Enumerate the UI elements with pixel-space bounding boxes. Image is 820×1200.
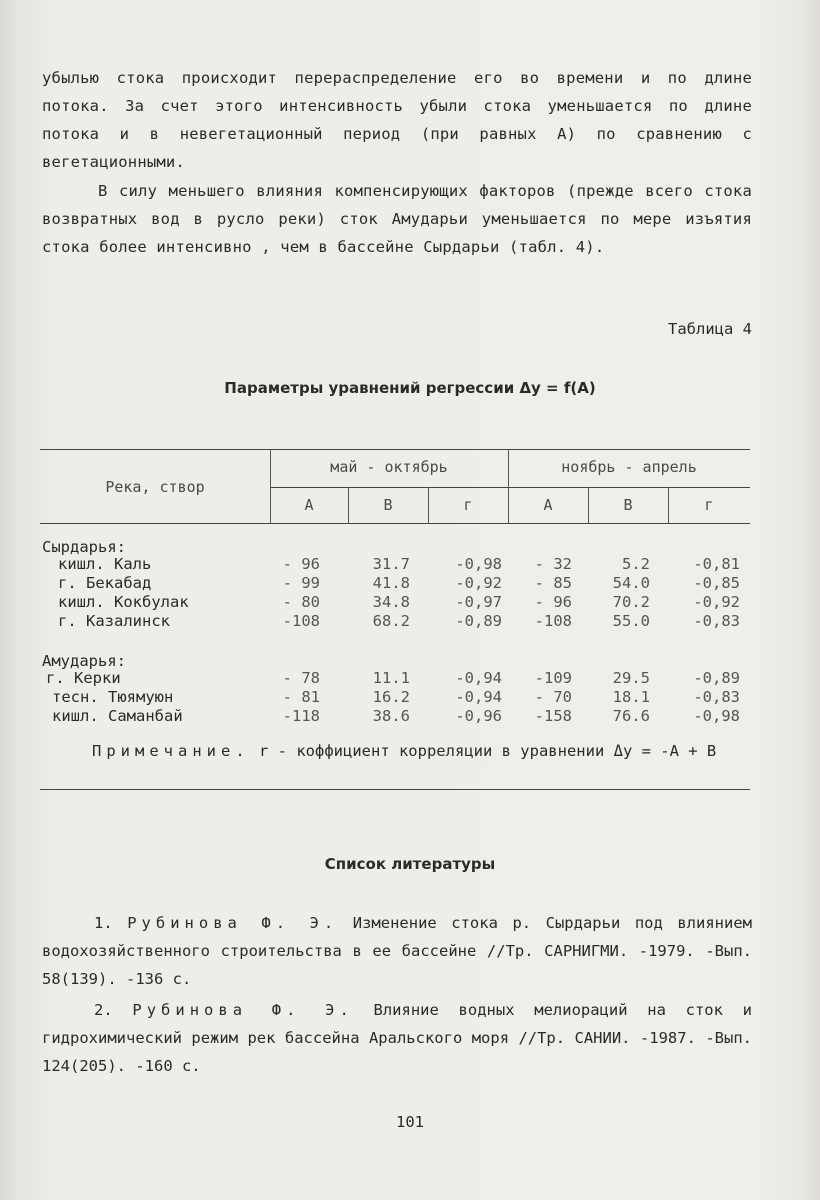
cell-value: - 96 [282,555,320,573]
table-period-rule [270,487,750,488]
station-name: кишл. Кокбулак [58,593,189,611]
cell-value: - 32 [534,555,572,573]
cell-value: 18.1 [612,688,650,706]
cell-value: 5.2 [622,555,650,573]
cell-value: -109 [534,669,572,687]
note-label: Примечание. [92,742,250,760]
cell-value: -0,89 [455,612,502,630]
header-param: г [704,496,714,514]
reference-text: Изменение стока р. Сырдарьи под влиянием водохозяйственного строительства в ее бассейне //Тр. САРНИГМИ. -1979. -Вып. 58(139). -136 с. [42,914,752,988]
cell-value: 16.2 [372,688,410,706]
station-name: г. Керки [46,669,121,687]
header-param: А [543,496,553,514]
header-river: Река, створ [105,478,205,496]
reference-author: Рубинова Ф. Э. [132,1001,354,1019]
station-name: г. Бекабад [58,574,152,592]
cell-value: - 78 [282,669,320,687]
page-number: 101 [396,1113,424,1131]
table-bottom-rule [40,789,750,790]
cell-value: -0,92 [455,574,502,592]
table-header-rule [40,523,750,524]
cell-value: -108 [282,612,320,630]
note-text: r - коффициент корреляции в уравнении Δy = -A + B [259,742,717,760]
reference-text: Влияние водных мелиораций на сток и гидрохимический режим рек бассейна Аральского моря //Тр. САНИИ. -1987. -Вып. 124(205). -160 с. [42,1001,752,1075]
cell-value: 70.2 [612,593,650,611]
cell-value: 11.1 [372,669,410,687]
group-name: Сырдарья: [42,538,126,556]
cell-value: 54.0 [612,574,650,592]
cell-value: - 70 [534,688,572,706]
cell-value: -0,97 [455,593,502,611]
cell-value: - 80 [282,593,320,611]
cell-value: 55.0 [612,612,650,630]
cell-value: -0,98 [455,555,502,573]
cell-value: -0,94 [455,688,502,706]
cell-value: 76.6 [612,707,650,725]
header-param: В [623,496,633,514]
paragraph-1: убылью стока происходит перераспределение его во времени и по длине потока. За счет этого интенсивность убыли стока уменьшается по длине потока и в невегетационный период (при равных А) по сравнению с вегетационными. [42,69,752,171]
cell-value: -108 [534,612,572,630]
station-name: кишл. Каль [58,555,152,573]
cell-value: - 85 [534,574,572,592]
header-param: А [304,496,314,514]
cell-value: -0,83 [693,688,740,706]
table-title: Параметры уравнений регрессии Δy = f(A) [224,379,596,397]
reference-item: 2. Рубинова Ф. Э. Влияние водных мелиораций на сток и гидрохимический режим рек бассейна Аральского моря //Тр. САНИИ. -1987. -Вып. 124(205). -160 с. [42,1001,752,1075]
cell-value: - 81 [282,688,320,706]
reference-author: Рубинова Ф. Э. [127,914,339,932]
cell-value: 38.6 [372,707,410,725]
cell-value: 31.7 [372,555,410,573]
cell-value: -0,81 [693,555,740,573]
station-name: тесн. Тюямуюн [52,688,174,706]
cell-value: 68.2 [372,612,410,630]
cell-value: -0,83 [693,612,740,630]
paragraph-2: В силу меньшего влияния компенсирующих факторов (прежде всего стока возвратных вод в русло реки) сток Амударьи уменьшается по мере изъятия стока более интенсивно , чем в бассейне Сырдарьи (табл. 4). [42,182,752,256]
header-period-1: май - октябрь [330,458,448,476]
station-name: г. Казалинск [58,612,170,630]
group-name: Амударья: [42,652,126,670]
header-period-2: ноябрь - апрель [561,458,697,476]
table-number: Таблица 4 [668,320,752,338]
cell-value: 34.8 [372,593,410,611]
cell-value: -0,92 [693,593,740,611]
cell-value: -0,85 [693,574,740,592]
cell-value: -0,94 [455,669,502,687]
cell-value: -0,98 [693,707,740,725]
cell-value: -0,89 [693,669,740,687]
cell-value: -158 [534,707,572,725]
references-title: Список литературы [324,855,496,873]
cell-value: - 99 [282,574,320,592]
cell-value: -0,96 [455,707,502,725]
cell-value: 41.8 [372,574,410,592]
station-name: кишл. Саманбай [52,707,183,725]
table-top-rule [40,449,750,450]
table-note [42,742,752,761]
cell-value: -118 [282,707,320,725]
reference-item: 1. Рубинова Ф. Э. Изменение стока р. Сырдарьи под влиянием водохозяйственного строительства в ее бассейне //Тр. САРНИГМИ. -1979. -Вып. 58(139). -136 с. [42,914,752,988]
cell-value: - 96 [534,593,572,611]
header-param: г [463,496,473,514]
header-param: В [383,496,393,514]
cell-value: 29.5 [612,669,650,687]
